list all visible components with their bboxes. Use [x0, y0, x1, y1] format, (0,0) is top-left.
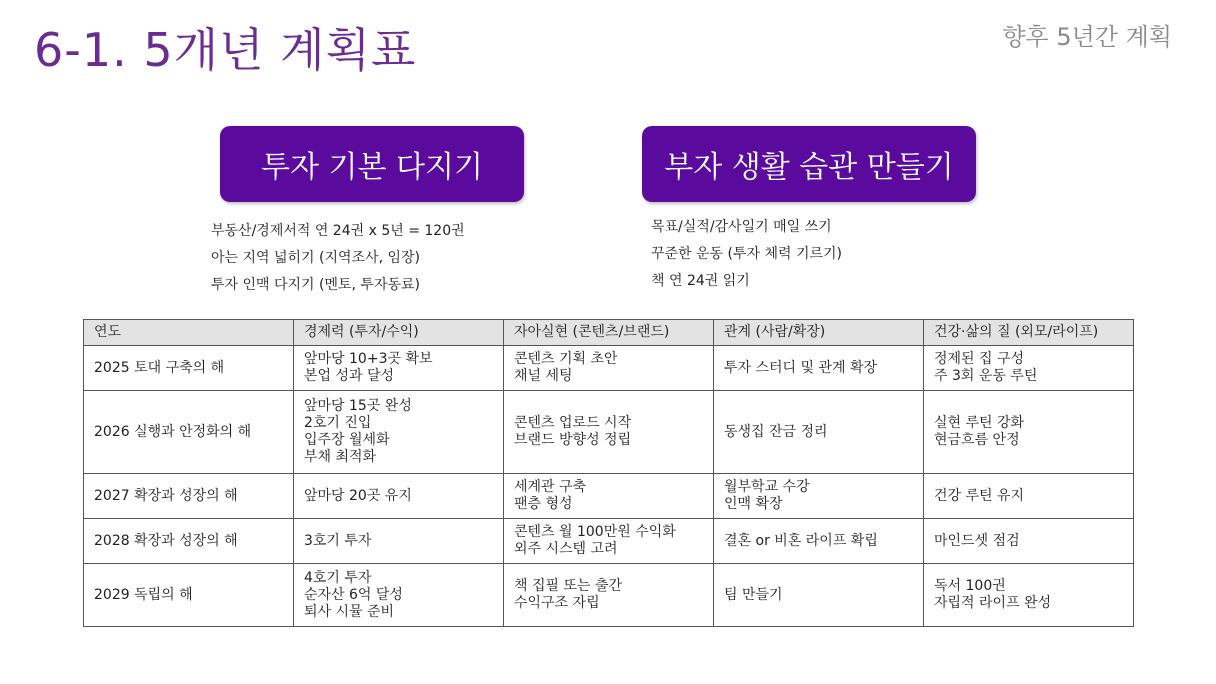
- column-header-economy: 경제력 (투자/수익): [294, 320, 504, 346]
- cell-self-realization: 콘텐츠 업로드 시작 브랜드 방향성 정립: [504, 391, 714, 474]
- cell-health: 정제된 집 구성 주 3회 운동 루틴: [924, 346, 1134, 391]
- goal-label: 부자 생활 습관 만들기: [664, 150, 954, 185]
- column-header-relationships: 관계 (사람/확장): [714, 320, 924, 346]
- list-item: 꾸준한 운동 (투자 체력 기르기): [651, 246, 843, 262]
- goal-box-investment-basics: [220, 126, 524, 202]
- table-row: [84, 391, 1134, 474]
- column-header-year: 연도: [84, 320, 294, 346]
- column-header-self-realization: 자아실현 (콘텐츠/브랜드): [504, 320, 714, 346]
- goal-list-rich-habits: [651, 214, 842, 295]
- cell-year: 2025 토대 구축의 해: [84, 346, 294, 391]
- cell-health: 독서 100권 자립적 라이프 완성: [924, 564, 1134, 627]
- list-item: 목표/실적/감사일기 매일 쓰기: [651, 219, 832, 235]
- cell-year: 2028 확장과 성장의 해: [84, 519, 294, 564]
- cell-health: 마인드셋 점검: [924, 519, 1134, 564]
- goal-label: 투자 기본 다지기: [261, 150, 483, 185]
- cell-self-realization: 콘텐츠 기획 초안 채널 세팅: [504, 346, 714, 391]
- cell-year: 2026 실행과 안정화의 해: [84, 391, 294, 474]
- table-row: [84, 346, 1134, 391]
- cell-health: 건강 루틴 유지: [924, 474, 1134, 519]
- cell-economy: 앞마당 10+3곳 확보 본업 성과 달성: [294, 346, 504, 391]
- cell-relationships: 동생집 잔금 정리: [714, 391, 924, 474]
- cell-relationships: 결혼 or 비혼 라이프 확립: [714, 519, 924, 564]
- five-year-plan-table: [83, 319, 1134, 627]
- cell-relationships: 투자 스터디 및 관계 확장: [714, 346, 924, 391]
- cell-economy: 앞마당 20곳 유지: [294, 474, 504, 519]
- cell-relationships: 월부학교 수강 인맥 확장: [714, 474, 924, 519]
- page-subtitle: 향후 5년간 계획: [1002, 23, 1172, 51]
- cell-self-realization: 세계관 구축 팬층 형성: [504, 474, 714, 519]
- cell-year: 2029 독립의 해: [84, 564, 294, 627]
- goal-list-investment-basics: [211, 218, 465, 299]
- list-item: 투자 인맥 다지기 (멘토, 투자동료): [211, 277, 420, 293]
- list-item: 아는 지역 넓히기 (지역조사, 임장): [211, 250, 420, 266]
- column-header-health: 건강·삶의 질 (외모/라이프): [924, 320, 1134, 346]
- cell-self-realization: 콘텐츠 월 100만원 수익화 외주 시스템 고려: [504, 519, 714, 564]
- table-row: [84, 519, 1134, 564]
- cell-self-realization: 책 집필 또는 출간 수익구조 자립: [504, 564, 714, 627]
- cell-economy: 4호기 투자 순자산 6억 달성 퇴사 시뮬 준비: [294, 564, 504, 627]
- cell-relationships: 팀 만들기: [714, 564, 924, 627]
- cell-year: 2027 확장과 성장의 해: [84, 474, 294, 519]
- goal-box-rich-habits: [642, 126, 976, 202]
- table-row: [84, 564, 1134, 627]
- table-header-row: [84, 320, 1134, 346]
- cell-health: 실현 루틴 강화 현금흐름 안정: [924, 391, 1134, 474]
- list-item: 책 연 24권 읽기: [651, 273, 750, 289]
- list-item: 부동산/경제서적 연 24권 x 5년 = 120권: [211, 223, 465, 239]
- cell-economy: 앞마당 15곳 완성 2호기 진입 입주장 월세화 부채 최적화: [294, 391, 504, 474]
- page-title: 6-1. 5개년 계획표: [34, 23, 417, 77]
- table-row: [84, 474, 1134, 519]
- cell-economy: 3호기 투자: [294, 519, 504, 564]
